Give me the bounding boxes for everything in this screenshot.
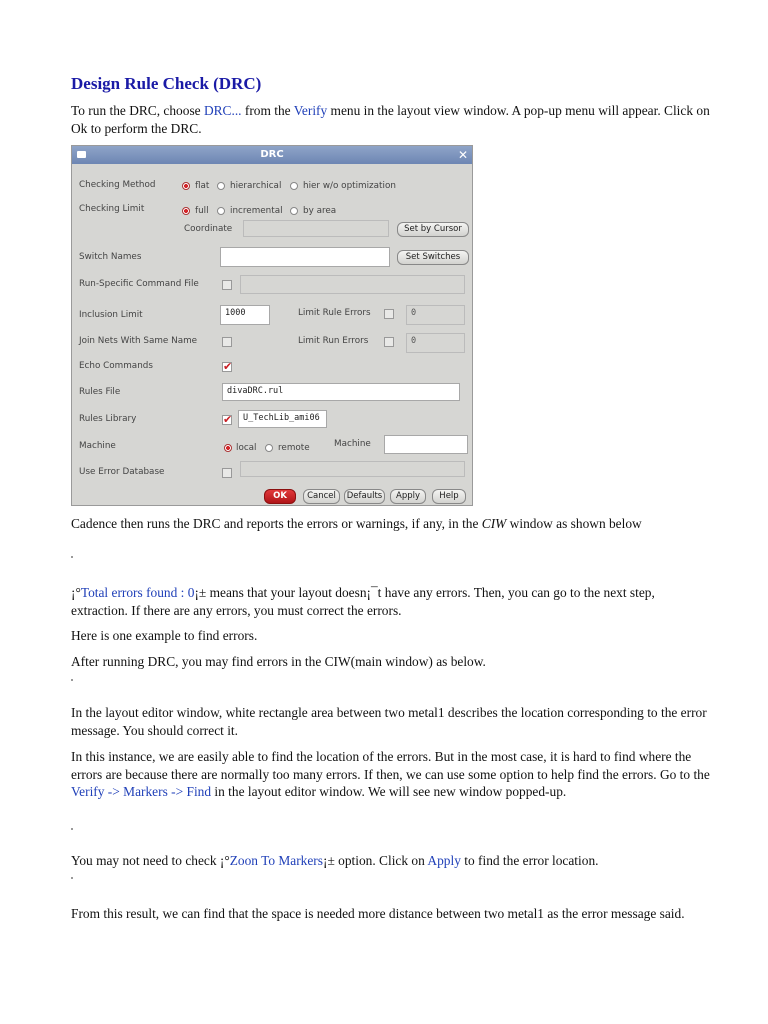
image-placeholder	[71, 679, 73, 681]
machine-input[interactable]	[384, 435, 468, 454]
paragraph-after-drc: After running DRC, you may find errors in the CIW(main window) as below.	[71, 654, 486, 669]
paragraph-text: ¡± means that your layout doesn¡¯t have any errors. Then, you can go to the next step, extraction. If there are any errors, you must correct the errors.	[71, 585, 655, 618]
join-nets-checkbox[interactable]	[222, 337, 232, 347]
dialog-title: DRC	[260, 149, 284, 160]
join-nets-label: Join Nets With Same Name	[79, 336, 198, 346]
radio-remote[interactable]	[265, 444, 273, 452]
paragraph-text: window as shown below	[506, 516, 642, 531]
total-errors-link[interactable]: Total errors found : 0	[80, 585, 195, 600]
inclusion-limit-input[interactable]: 1000	[220, 305, 270, 325]
image-placeholder	[71, 556, 73, 558]
set-by-cursor-button[interactable]: Set by Cursor	[397, 222, 469, 237]
coordinate-field	[243, 220, 389, 237]
rules-library-checkbox[interactable]	[222, 415, 232, 425]
radio-hier-no-opt-label: hier w/o optimization	[303, 181, 396, 191]
coordinate-label: Coordinate	[184, 224, 233, 234]
ok-button[interactable]: OK	[264, 489, 296, 504]
ciw-text: CIW	[481, 516, 507, 531]
switch-names-label: Switch Names	[79, 252, 142, 262]
run-specific-label: Run-Specific Command File	[79, 279, 199, 289]
image-placeholder	[71, 828, 73, 830]
intro-text: To run the DRC, choose	[71, 103, 204, 118]
use-error-db-checkbox[interactable]	[222, 468, 232, 478]
limit-rule-errors-field: 0	[406, 305, 465, 325]
cancel-button[interactable]: Cancel	[303, 489, 340, 504]
radio-incremental[interactable]	[217, 207, 225, 215]
run-specific-field	[240, 275, 465, 294]
intro-text: from the	[241, 103, 294, 118]
limit-run-errors-field: 0	[406, 333, 465, 353]
inclusion-limit-label: Inclusion Limit	[79, 310, 143, 320]
use-error-db-field	[240, 461, 465, 477]
close-icon[interactable]: ✕	[458, 148, 469, 162]
checking-limit-label: Checking Limit	[79, 204, 145, 214]
limit-rule-errors-checkbox[interactable]	[384, 309, 394, 319]
rules-library-input[interactable]: U_TechLib_ami06	[238, 410, 327, 428]
echo-commands-checkbox[interactable]	[222, 362, 232, 372]
radio-hier-no-opt[interactable]	[290, 182, 298, 190]
machine-label: Machine	[79, 441, 116, 451]
intro-text: menu in the layout view window. A pop-up menu will appear. Click on Ok to perform the DRC.	[71, 103, 710, 136]
radio-full[interactable]	[182, 207, 190, 215]
radio-full-label: full	[195, 206, 209, 216]
paragraph-text: Cadence then runs the DRC and reports the errors or warnings, if any, in the	[71, 516, 482, 531]
apply-link[interactable]: Apply	[427, 853, 461, 868]
switch-names-input[interactable]	[220, 247, 390, 267]
paragraph-total-errors	[71, 584, 711, 619]
image-placeholder	[71, 877, 73, 879]
set-switches-button[interactable]: Set Switches	[397, 250, 469, 265]
machine-field-label: Machine	[334, 439, 371, 449]
paragraph-text: to find the error location.	[460, 853, 599, 868]
drc-dialog	[71, 145, 473, 506]
rules-file-input[interactable]: divaDRC.rul	[222, 383, 460, 401]
radio-incremental-label: incremental	[230, 206, 283, 216]
paragraph-zoom-markers	[71, 852, 711, 870]
paragraph-find-errors	[71, 748, 711, 801]
radio-flat[interactable]	[182, 182, 190, 190]
apply-button[interactable]: Apply	[390, 489, 426, 504]
paragraph-layout-editor: In the layout editor window, white rectangle area between two metal1 describes the location corresponding to the error message. You should correct it.	[71, 705, 707, 738]
radio-hierarchical-label: hierarchical	[230, 181, 282, 191]
zoom-to-markers-link[interactable]: Zoon To Markers	[229, 853, 323, 868]
echo-commands-label: Echo Commands	[79, 361, 153, 371]
verify-markers-find-link[interactable]: Verify -> Markers -> Find	[71, 784, 212, 799]
run-specific-checkbox[interactable]	[222, 280, 232, 290]
paragraph-text: in the layout editor window. We will see new window popped-up.	[211, 784, 567, 799]
help-button[interactable]: Help	[432, 489, 466, 504]
radio-local-label: local	[236, 443, 257, 453]
rules-library-label: Rules Library	[79, 414, 137, 424]
paragraph-ciw	[71, 515, 711, 533]
rules-file-label: Rules File	[79, 387, 121, 397]
radio-hierarchical[interactable]	[217, 182, 225, 190]
paragraph-result: From this result, we can find that the space is needed more distance between two metal1 as the error message said.	[71, 906, 685, 921]
paragraph-text: In this instance, we are easily able to find the location of the errors. But in the most case, it is hard to find where the errors are because there are normally too many errors. If then, we can use some option to help find the errors. Go to the	[71, 749, 710, 782]
intro-paragraph	[71, 102, 711, 137]
paragraph-example: Here is one example to find errors.	[71, 628, 258, 643]
radio-local[interactable]	[224, 444, 232, 452]
limit-run-errors-checkbox[interactable]	[384, 337, 394, 347]
radio-by-area-label: by area	[303, 206, 337, 216]
radio-by-area[interactable]	[290, 207, 298, 215]
paragraph-text: ¡± option. Click on	[322, 853, 428, 868]
section-heading: Design Rule Check (DRC)	[71, 74, 262, 93]
paragraph-text: You may not need to check ¡°	[71, 853, 230, 868]
paragraph-text: ¡°	[71, 585, 81, 600]
checking-method-label: Checking Method	[79, 180, 156, 190]
defaults-button[interactable]: Defaults	[344, 489, 385, 504]
radio-flat-label: flat	[195, 181, 210, 191]
limit-run-errors-label: Limit Run Errors	[298, 336, 369, 346]
use-error-db-label: Use Error Database	[79, 467, 165, 477]
radio-remote-label: remote	[278, 443, 310, 453]
drc-link[interactable]: DRC...	[203, 103, 242, 118]
dialog-titlebar	[72, 146, 472, 164]
limit-rule-errors-label: Limit Rule Errors	[298, 308, 371, 318]
verify-link[interactable]: Verify	[293, 103, 328, 118]
